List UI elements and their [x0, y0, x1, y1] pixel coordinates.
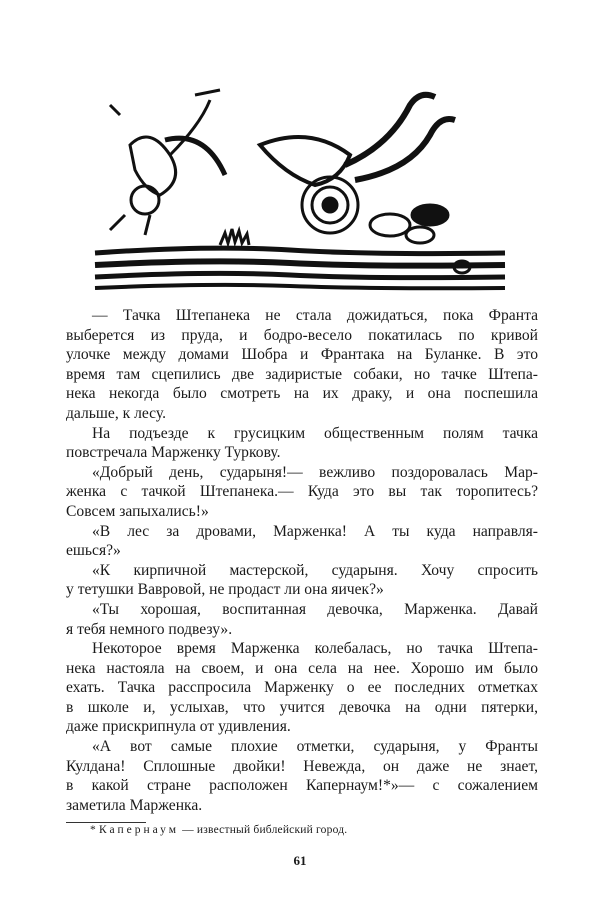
- paragraph: [66, 639, 538, 737]
- text-line: нека некогда было смотреть на их драку, и она поспешила: [66, 385, 538, 403]
- paragraph: [66, 306, 538, 424]
- paragraph: [66, 463, 538, 522]
- text-line: в школе и, услыхав, что учится девочка на одни пятерки,: [66, 698, 538, 716]
- body-text: [66, 306, 538, 815]
- text-line: заметила Марженка.: [66, 796, 203, 814]
- text-line: улочке между домами Шобра и Франтака на Буланке. В это: [66, 346, 538, 364]
- text-line: я тебя немного подвезу».: [66, 620, 233, 638]
- text-line: время там сцепились две задиристые собаки, но тачке Штепа-: [66, 365, 538, 383]
- text-line: Совсем запыхались!»: [66, 502, 209, 520]
- text-line: дальше, к лесу.: [66, 404, 167, 422]
- text-line: выберется из пруда, и бодро-весело покатилась по кривой: [66, 326, 538, 344]
- footnote-text: — известный библейский город.: [179, 824, 348, 836]
- text-line: «В лес за дровами, Марженка! А ты куда направля-: [92, 522, 538, 540]
- text-line: ешься?»: [66, 542, 121, 560]
- paragraph: [66, 522, 538, 561]
- text-line: Кулдана! Сплошные двойки! Невежда, он даже не знает,: [66, 757, 538, 775]
- paragraph: [66, 600, 538, 639]
- paragraph: [66, 424, 538, 463]
- text-line: повстречала Марженку Туркову.: [66, 444, 281, 462]
- paragraph: [66, 561, 538, 600]
- text-line: «А вот самые плохие отметки, сударыня, у Франты: [92, 738, 538, 756]
- page-number: 61: [293, 853, 307, 868]
- paragraph: [66, 737, 538, 815]
- text-line: — Тачка Штепанека не стала дожидаться, пока Франта: [92, 307, 538, 324]
- footnote: [90, 824, 347, 836]
- text-line: «К кирпичной мастерской, сударыня. Хочу спросить: [92, 561, 538, 579]
- text-line: в какой стране расположен Капернаум!*»— с сожалением: [66, 777, 538, 795]
- footnote-marker: *: [90, 824, 100, 836]
- text-line: На подъезде к грусицким общественным полям тачка: [92, 424, 538, 442]
- footnote-term: Капернаум: [99, 824, 180, 836]
- text-line: «Добрый день, сударыня!— вежливо поздоровалась Мар-: [92, 463, 538, 481]
- text-line: ехать. Тачка расспросила Марженку о ее последних отметках: [66, 679, 538, 697]
- text-line: Некоторое время Марженка колебалась, но тачка Штепа-: [92, 640, 538, 658]
- text-line: женка с тачкой Штепанека.— Куда это вы так торопитесь?: [66, 483, 538, 501]
- text-line: у тетушки Вавровой, не продаст ли она яичек?»: [66, 581, 384, 599]
- text-line: нека настояла на своем, и она села на нее. Хорошо им было: [66, 659, 538, 677]
- footnote-divider: [66, 822, 146, 823]
- illustration-wheelbarrow-and-boy: [90, 85, 510, 295]
- text-line: даже прискрипнула от удивления.: [66, 718, 291, 736]
- text-line: «Ты хорошая, воспитанная девочка, Марженка. Давай: [92, 600, 538, 618]
